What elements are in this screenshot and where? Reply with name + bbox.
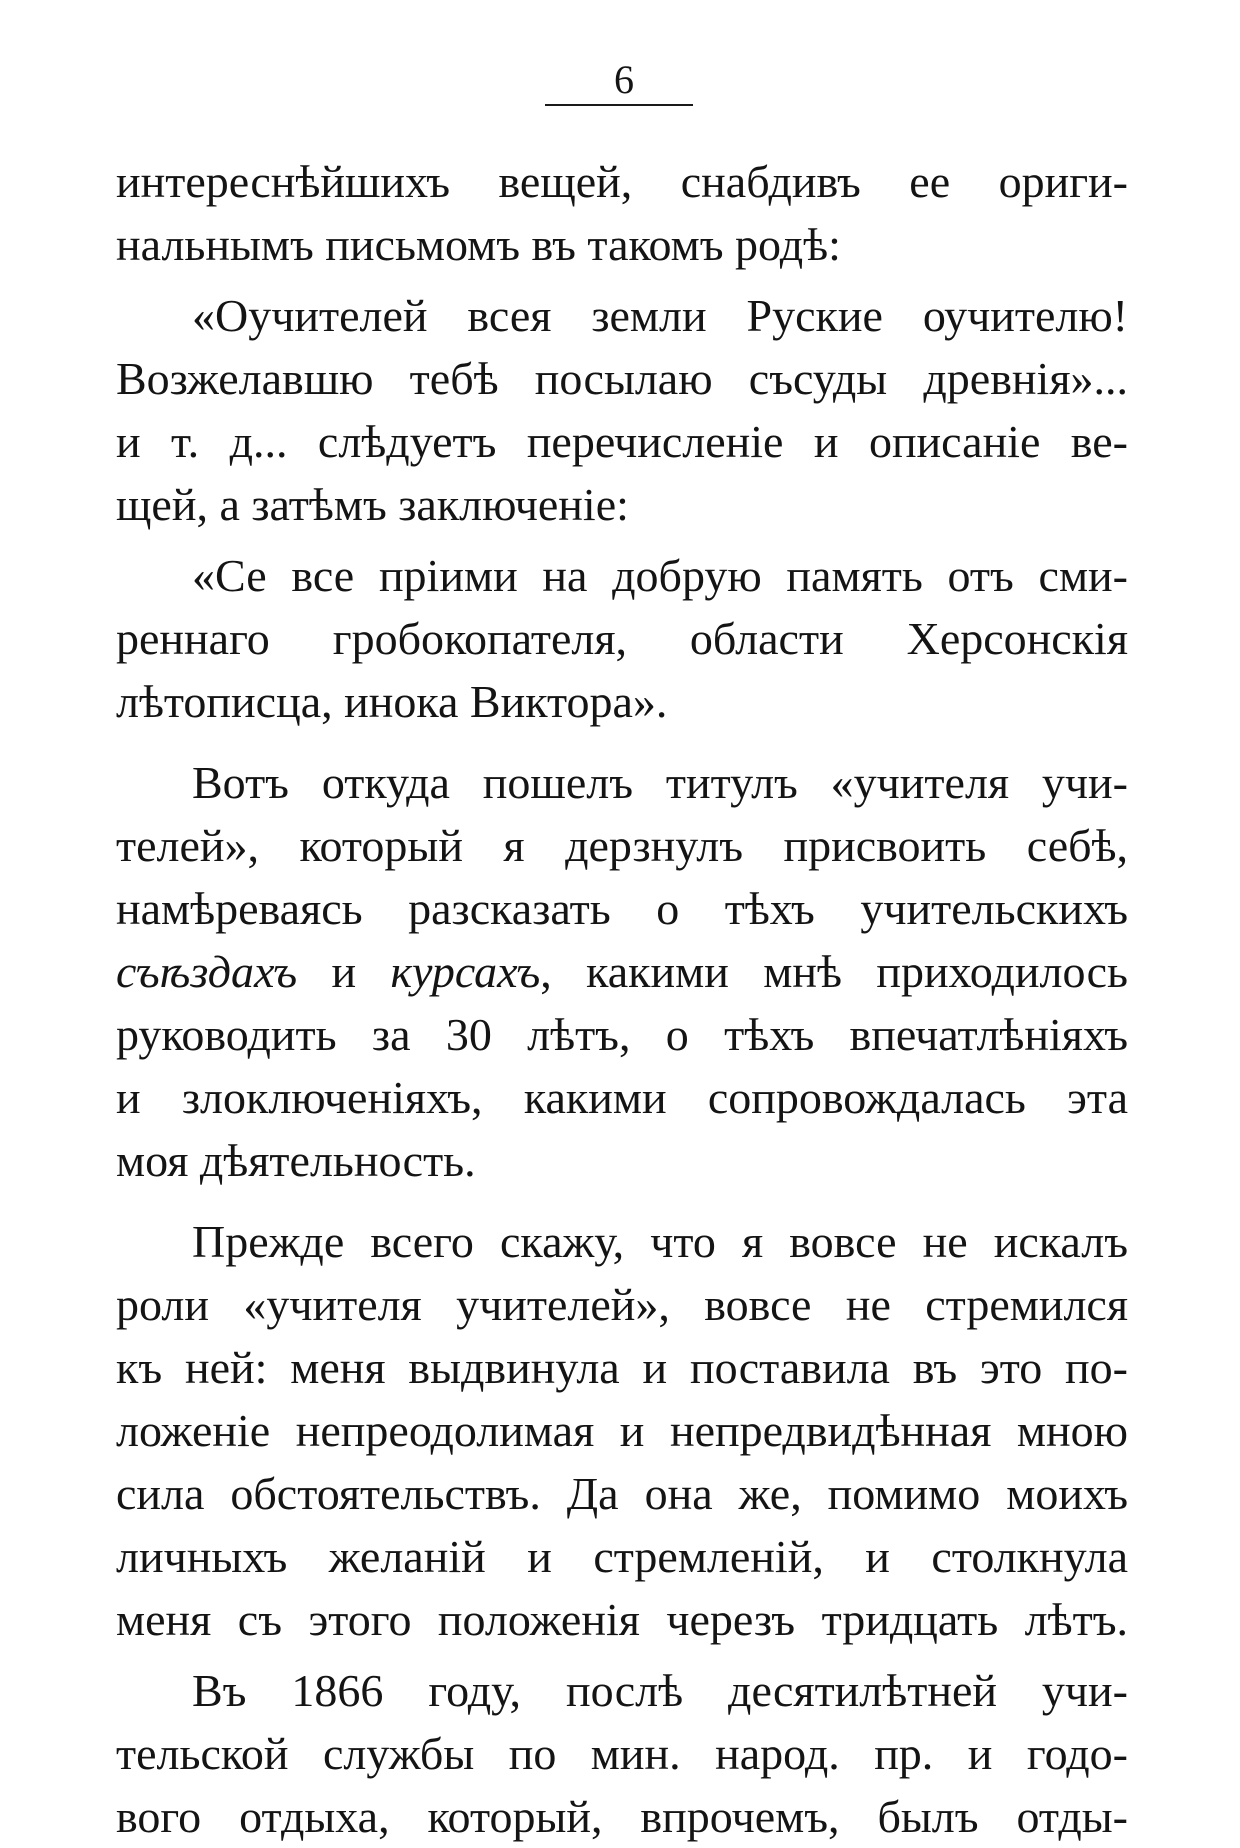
text-line: щей, а затѣмъ заключеніе: bbox=[116, 479, 629, 530]
text-line: тельской службы по мин. народ. пр. и годо- bbox=[116, 1728, 1128, 1779]
text-line: моя дѣятельность. bbox=[116, 1135, 476, 1186]
page-number: 6 bbox=[614, 57, 634, 102]
text-line: и т. д... слѣдуетъ перечисленіе и описаніе ве- bbox=[116, 416, 1128, 467]
text-line: лѣтописца, инока Виктора». bbox=[116, 676, 668, 727]
text-line: намѣреваясь разсказать о тѣхъ учительскихъ bbox=[116, 883, 1128, 934]
text-line: интереснѣйшихъ вещей, снабдивъ ее ориги- bbox=[116, 156, 1128, 207]
text-line bbox=[116, 940, 1128, 1003]
text-line: руководить за 30 лѣтъ, о тѣхъ впечатлѣніяхъ bbox=[116, 1009, 1128, 1060]
text-line: личныхъ желаній и стремленій, и столкнула bbox=[116, 1531, 1128, 1582]
header-rule bbox=[545, 104, 693, 106]
italic-word: съѣздахъ bbox=[116, 946, 298, 997]
text-fragment: и bbox=[297, 946, 391, 997]
text-fragment: , какими мнѣ приходилось bbox=[540, 946, 1128, 997]
text-line: къ ней: меня выдвинула и поставила въ это по- bbox=[116, 1342, 1128, 1393]
text-line: меня съ этого положенія черезъ тридцать лѣтъ. bbox=[116, 1594, 1128, 1645]
text-line: телей», который я дерзнулъ присвоить себѣ, bbox=[116, 820, 1128, 871]
text-line: ложеніе непреодолимая и непредвидѣнная мною bbox=[116, 1405, 1128, 1456]
text-line: «Оучителей всея земли Руские оучителю! bbox=[192, 290, 1128, 341]
text-line: Вотъ откуда пошелъ титулъ «учителя учи- bbox=[192, 757, 1128, 808]
text-line: сила обстоятельствъ. Да она же, помимо моихъ bbox=[116, 1468, 1128, 1519]
text-line: реннаго гробокопателя, области Херсонскія bbox=[116, 613, 1128, 664]
text-line: Въ 1866 году, послѣ десятилѣтней учи- bbox=[192, 1665, 1128, 1716]
text-line: нальнымъ письмомъ въ такомъ родѣ: bbox=[116, 219, 841, 270]
text-line: Прежде всего скажу, что я вовсе не искалъ bbox=[192, 1216, 1128, 1267]
text-line: «Се все пріими на добрую память отъ сми- bbox=[192, 550, 1128, 601]
text-line: роли «учителя учителей», вовсе не стремился bbox=[116, 1279, 1128, 1330]
text-line: и злоключеніяхъ, какими сопровождалась эта bbox=[116, 1072, 1128, 1123]
body-text bbox=[116, 150, 1128, 1848]
text-line: Возжелавшю тебѣ посылаю съсуды древнія»... bbox=[116, 353, 1128, 404]
text-line: вого отдыха, который, впрочемъ, былъ отды- bbox=[116, 1791, 1128, 1842]
italic-word: курсахъ bbox=[390, 946, 541, 997]
